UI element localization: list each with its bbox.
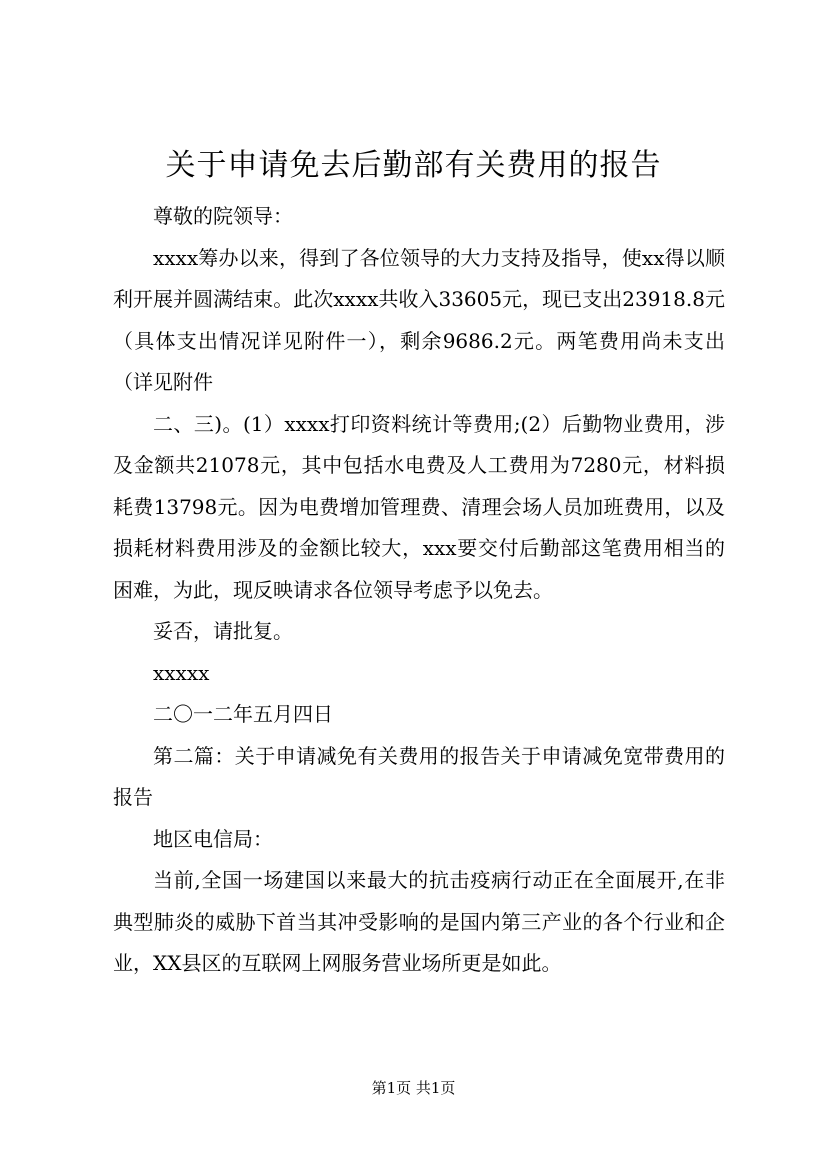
document-body [113, 196, 725, 985]
signature: xxxxx [153, 660, 210, 685]
salutation: 尊敬的院领导： [153, 204, 293, 228]
document-title: 关于申请免去后勤部有关费用的报告 [165, 148, 662, 183]
page-footer: 第1页 共1页 [371, 1079, 456, 1097]
second-article-paragraph: 当前,全国一场建国以来最大的抗击疫病行动正在全面展开,在非典型肺炎的威胁下首当其冲受影响的是国内第三产业的各个行业和企业，XX县区的互联网上网服务营业场所更是如此。 [113, 868, 725, 975]
request-line: 妥否，请批复。 [153, 619, 293, 643]
second-article-heading: 第二篇：关于申请减免有关费用的报告关于申请减免宽带费用的报告 [113, 743, 725, 809]
second-article-salutation: 地区电信局： [153, 826, 273, 851]
paragraph-intro: xxxx筹办以来，得到了各位领导的大力支持及指导，使xx得以顺利开展并圆满结束。此次xxxx共收入33605元，现已支出23918.8元（具体支出情况详见附件一），剩余9686.2元。两笔费用尚未支出（详见附件 [113, 245, 725, 394]
date-line: 二〇一二年五月四日 [153, 702, 333, 726]
paragraph-details: 二、三)。(1）xxxx打印资料统计等费用;(2）后勤物业费用，涉及金额共21078元，其中包括水电费及人工费用为7280元，材料损耗费13798元。因为电费增加管理费、清理会场人员加班费用，以及损耗材料费用涉及的金额比较大，xxx要交付后勤部这笔费用相当的困难，为此，现反映请求各位领导考虑予以免去。 [113, 411, 725, 602]
